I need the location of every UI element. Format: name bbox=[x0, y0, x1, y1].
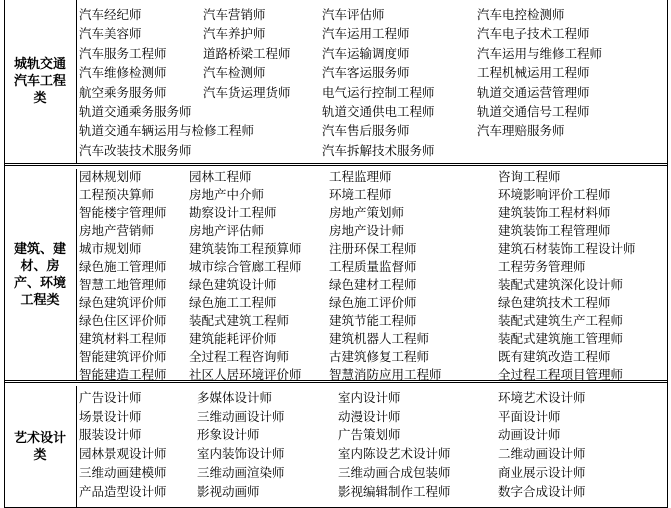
occupation-title: 室内陈设艺术设计师 bbox=[338, 446, 451, 462]
occupation-title: 房地产设计师 bbox=[329, 223, 405, 238]
occupation-title: 建筑能耗评价师 bbox=[189, 331, 277, 346]
occupation-title: 工程质量监督师 bbox=[329, 259, 417, 274]
occupation-title: 房地产策划师 bbox=[329, 205, 405, 220]
occupation-title: 建筑装饰工程管理师 bbox=[498, 223, 611, 238]
occupation-title: 轨道交通乘务服务师 bbox=[79, 104, 192, 119]
occupation-title: 智能楼宇管理师 bbox=[79, 205, 167, 220]
category-label: 城轨交通汽车工程类 bbox=[13, 57, 66, 106]
occupation-title: 多媒体设计师 bbox=[197, 390, 273, 405]
occupation-title: 咨询工程师 bbox=[498, 169, 561, 184]
occupation-title: 建筑节能工程师 bbox=[329, 313, 417, 328]
occupation-title: 房地产评估师 bbox=[189, 223, 265, 238]
occupation-title: 环境影响评价工程师 bbox=[498, 187, 611, 202]
occupation-title: 汽车改装技术服务师 bbox=[79, 142, 192, 158]
occupation-title: 园林规划师 bbox=[79, 169, 142, 184]
occupation-title: 智能建造工程师 bbox=[79, 367, 167, 382]
occupation-title: 园林景观设计师 bbox=[79, 446, 167, 462]
occupation-title: 建筑装饰工程预算师 bbox=[189, 241, 302, 256]
occupation-title: 装配式建筑施工管理师 bbox=[498, 331, 624, 346]
occupation-title: 汽车理赔服务师 bbox=[477, 123, 565, 139]
occupation-title: 社区人居环境评价师 bbox=[189, 367, 302, 382]
occupation-title: 室内装饰设计师 bbox=[197, 446, 285, 462]
occupation-title: 三维动画建模师 bbox=[79, 464, 167, 480]
occupation-title: 汽车客运服务师 bbox=[322, 65, 410, 81]
occupation-title: 轨道交通运营管理师 bbox=[477, 84, 590, 100]
occupation-title: 汽车运用与维修工程师 bbox=[477, 45, 603, 61]
occupation-title: 汽车养护师 bbox=[203, 26, 266, 42]
occupation-title: 房地产营销师 bbox=[79, 223, 155, 238]
occupation-title: 全过程工程咨询师 bbox=[189, 349, 290, 364]
occupation-title: 工程监理师 bbox=[329, 169, 392, 184]
occupation-title: 形象设计师 bbox=[197, 427, 260, 443]
occupation-title: 三维动画设计师 bbox=[197, 408, 285, 424]
occupation-title: 工程机械运用工程师 bbox=[477, 65, 590, 81]
occupation-title: 汽车维修检测师 bbox=[79, 65, 167, 81]
occupation-title: 三维动画渲染师 bbox=[197, 464, 285, 480]
occupation-title: 绿色建筑技术工程师 bbox=[498, 295, 611, 310]
occupation-title: 轨道交通信号工程师 bbox=[477, 104, 590, 119]
occupation-title: 汽车电子技术工程师 bbox=[477, 26, 590, 42]
occupation-title: 绿色施工管理师 bbox=[79, 259, 167, 274]
occupation-title: 汽车运用工程师 bbox=[322, 26, 410, 42]
occupation-title: 产品造型设计师 bbox=[79, 483, 167, 499]
occupation-title: 绿色建筑评价师 bbox=[79, 295, 167, 310]
occupation-title: 广告策划师 bbox=[338, 427, 401, 443]
occupation-title: 建筑材料工程师 bbox=[79, 331, 167, 346]
occupation-title: 装配式建筑生产工程师 bbox=[498, 313, 624, 328]
occupation-title: 智能建筑评价师 bbox=[79, 349, 167, 364]
occupation-title: 轨道交通车辆运用与检修工程师 bbox=[79, 123, 255, 139]
occupation-title: 场景设计师 bbox=[79, 408, 142, 424]
occupation-title: 绿色住区评价师 bbox=[79, 313, 167, 328]
occupation-title: 工程劳务管理师 bbox=[498, 259, 586, 274]
occupation-title: 汽车电控检测师 bbox=[477, 7, 565, 22]
occupation-title: 汽车评估师 bbox=[322, 7, 385, 22]
occupation-title: 园林工程师 bbox=[189, 169, 252, 184]
occupation-title: 城市规划师 bbox=[79, 241, 142, 256]
occupation-title: 既有建筑改造工程师 bbox=[498, 349, 611, 364]
occupation-title: 环境艺术设计师 bbox=[498, 390, 586, 405]
occupation-title: 工程预决算师 bbox=[79, 187, 155, 202]
occupation-title: 汽车经纪师 bbox=[79, 7, 142, 22]
occupation-title: 动画设计师 bbox=[498, 427, 561, 443]
category-cell bbox=[4, 0, 77, 163]
category-label: 艺术设计类 bbox=[13, 430, 66, 463]
occupation-title: 绿色建筑设计师 bbox=[189, 277, 277, 292]
occupation-title: 商业展示设计师 bbox=[498, 464, 586, 480]
occupation-title: 绿色施工评价师 bbox=[329, 295, 417, 310]
occupation-title: 古建筑修复工程师 bbox=[329, 349, 430, 364]
occupation-title: 智慧工地管理师 bbox=[79, 277, 167, 292]
occupation-title: 广告设计师 bbox=[79, 390, 142, 405]
occupation-title: 全过程工程项目管理师 bbox=[498, 367, 624, 382]
occupation-title: 建筑石材装饰工程设计师 bbox=[498, 241, 636, 256]
occupation-title: 汽车美容师 bbox=[79, 26, 142, 42]
occupation-title: 二维动画设计师 bbox=[498, 446, 586, 462]
occupation-title: 电气运行控制工程师 bbox=[322, 84, 435, 100]
occupation-title: 动漫设计师 bbox=[338, 408, 401, 424]
occupation-title: 室内设计师 bbox=[338, 390, 401, 405]
category-label: 建筑、建材、房产、环境工程类 bbox=[13, 241, 66, 308]
occupation-title: 影视动画师 bbox=[197, 483, 260, 499]
occupation-title: 汽车运输调度师 bbox=[322, 45, 410, 61]
occupation-title: 城市综合管廊工程师 bbox=[189, 259, 302, 274]
occupation-title: 影视编辑制作工程师 bbox=[338, 483, 451, 499]
occupation-title: 绿色施工工程师 bbox=[189, 295, 277, 310]
occupation-title: 轨道交通供电工程师 bbox=[322, 104, 435, 119]
occupation-title: 道路桥梁工程师 bbox=[203, 45, 291, 61]
occupation-title: 汽车检测师 bbox=[203, 65, 266, 81]
occupation-title: 三维动画合成包装师 bbox=[338, 464, 451, 480]
occupation-title: 注册环保工程师 bbox=[329, 241, 417, 256]
category-cell bbox=[4, 386, 77, 507]
occupation-title: 环境工程师 bbox=[329, 187, 392, 202]
occupation-title: 服装设计师 bbox=[79, 427, 142, 443]
occupation-title: 数字合成设计师 bbox=[498, 483, 586, 499]
occupation-title: 汽车售后服务师 bbox=[322, 123, 410, 139]
occupation-title: 房地产中介师 bbox=[189, 187, 265, 202]
occupation-title: 平面设计师 bbox=[498, 408, 561, 424]
occupation-title: 汽车货运理货师 bbox=[203, 84, 291, 100]
occupation-title: 装配式建筑深化设计师 bbox=[498, 277, 624, 292]
occupation-title: 智慧消防应用工程师 bbox=[329, 367, 442, 382]
occupation-title: 建筑机器人工程师 bbox=[329, 331, 430, 346]
occupation-title: 装配式建筑工程师 bbox=[189, 313, 290, 328]
occupation-title: 汽车营销师 bbox=[203, 7, 266, 22]
occupation-title: 绿色建材工程师 bbox=[329, 277, 417, 292]
occupation-title: 汽车拆解技术服务师 bbox=[322, 142, 435, 158]
category-cell bbox=[4, 169, 77, 380]
occupation-title: 勘察设计工程师 bbox=[189, 205, 277, 220]
occupation-title: 建筑装饰工程材料师 bbox=[498, 205, 611, 220]
occupation-title: 航空乘务服务师 bbox=[79, 84, 167, 100]
occupation-title: 汽车服务工程师 bbox=[79, 45, 167, 61]
